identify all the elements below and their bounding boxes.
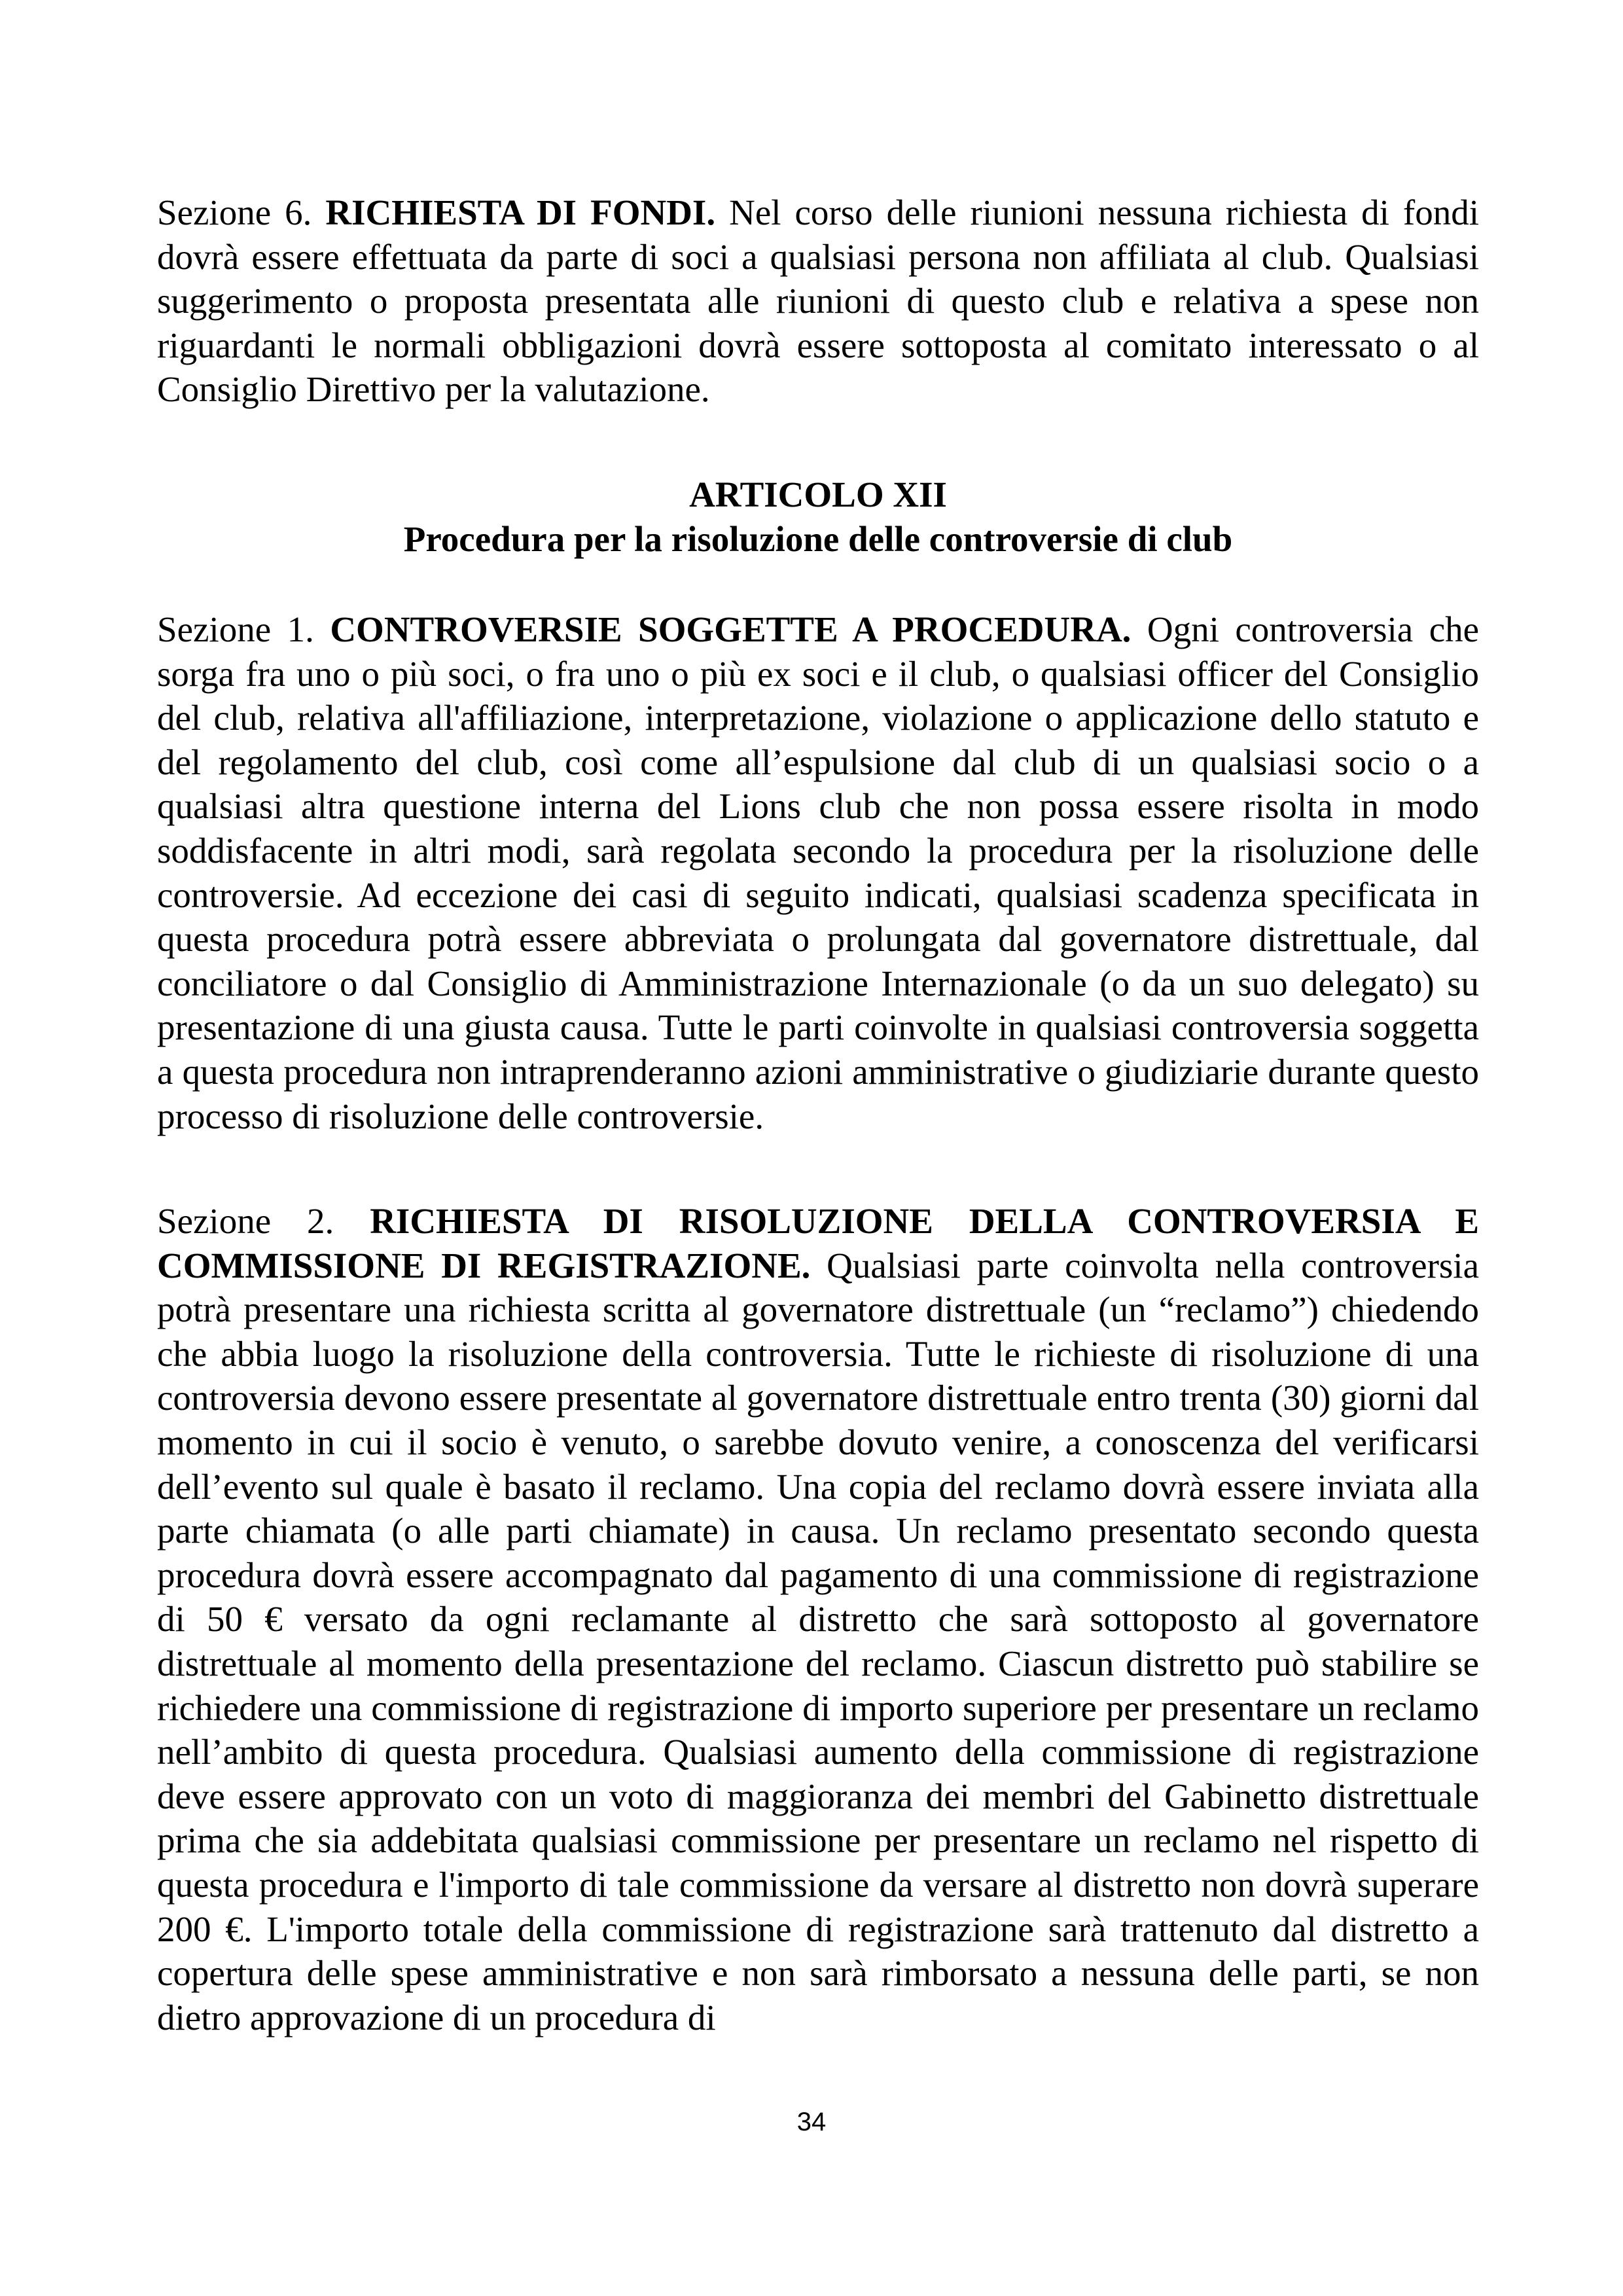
section-body: Ogni controversia che sorga fra uno o più soci, o fra uno o più ex soci e il club, o qualsiasi officer del Consiglio del club, relativa all'affiliazione, interpretazione, violazione o applicazione dello statuto e del regolamento del club, così come all’espulsione dal club di un qualsiasi socio o a qualsiasi altra questione interna del Lions club che non possa essere risolta in modo soddisfacente in altri modi, sarà regolata secondo la procedura per la risoluzione delle controversie. Ad eccezione dei casi di seguito indicati, qualsiasi scadenza specificata in questa procedura potrà essere abbreviata o prolungata dal governatore distrettuale, dal conciliatore o dal Consiglio di Amministrazione Internazionale (o da un suo delegato) su presentazione di una giusta causa. Tutte le parti coinvolte in qualsiasi controversia soggetta a questa procedura non intraprenderanno azioni amministrative o giudiziarie durante questo processo di risoluzione delle controversie. bbox=[157, 609, 1480, 1136]
section-body: Nel corso delle riunioni nessuna richiesta di fondi dovrà essere effettuata da parte di soci a qualsiasi persona non affiliata al club. Qualsiasi suggerimento o proposta presentata alle riunioni di questo club e relativa a spese non riguardanti le normali obbligazioni dovrà essere sottoposta al comitato interessato o al Consiglio Direttivo per la valutazione. bbox=[157, 192, 1480, 410]
section-title: RICHIESTA DI FONDI. bbox=[325, 192, 716, 232]
section-title: RICHIESTA DI RISOLUZIONE DELLA CONTROVERSIA E COMMISSIONE DI REGISTRAZIONE. bbox=[157, 1201, 1480, 1285]
article-heading bbox=[157, 473, 1479, 562]
section-label: Sezione 2. bbox=[157, 1201, 334, 1241]
section-label: Sezione 1. bbox=[157, 609, 314, 649]
section-paragraph bbox=[157, 190, 1479, 412]
section-label: Sezione 6. bbox=[157, 192, 312, 232]
section-body: Qualsiasi parte coinvolta nella controversia potrà presentare una richiesta scritta al governatore distrettuale (un “reclamo”) chiedendo che abbia luogo la risoluzione della controversia. Tutte le richieste di risoluzione di una controversia devono essere presentate al governatore distrettuale entro trenta (30) giorni dal momento in cui il socio è venuto, o sarebbe dovuto venire, a conoscenza del verificarsi dell’evento sul quale è basato il reclamo. Una copia del reclamo dovrà essere inviata alla parte chiamata (o alle parti chiamate) in causa. Un reclamo presentato secondo questa procedura dovrà essere accompagnato dal pagamento di una commissione di registrazione di 50 € versato da ogni reclamante al distretto che sarà sottoposto al governatore distrettuale al momento della presentazione del reclamo. Ciascun distretto può stabilire se richiedere una commissione di registrazione di importo superiore per presentare un reclamo nell’ambito di questa procedura. Qualsiasi aumento della commissione di registrazione deve essere approvato con un voto di maggioranza dei membri del Gabinetto distrettuale prima che sia addebitata qualsiasi commissione per presentare un reclamo nel rispetto di questa procedura e l'importo di tale commissione da versare al distretto non dovrà superare 200 €. L'importo totale della commissione di registrazione sarà trattenuto dal distretto a copertura delle spese amministrative e non sarà rimborsato a nessuna delle parti, se non dietro approvazione di un procedura di bbox=[157, 1245, 1480, 2037]
section-paragraph bbox=[157, 607, 1479, 1138]
page-number: 34 bbox=[796, 2108, 827, 2136]
section-title: CONTROVERSIE SOGGETTE A PROCEDURA. bbox=[330, 609, 1132, 649]
article-number: ARTICOLO XII bbox=[689, 475, 947, 514]
section-paragraph bbox=[157, 1199, 1479, 2039]
article-title: Procedura per la risoluzione delle controversie di club bbox=[403, 519, 1233, 559]
